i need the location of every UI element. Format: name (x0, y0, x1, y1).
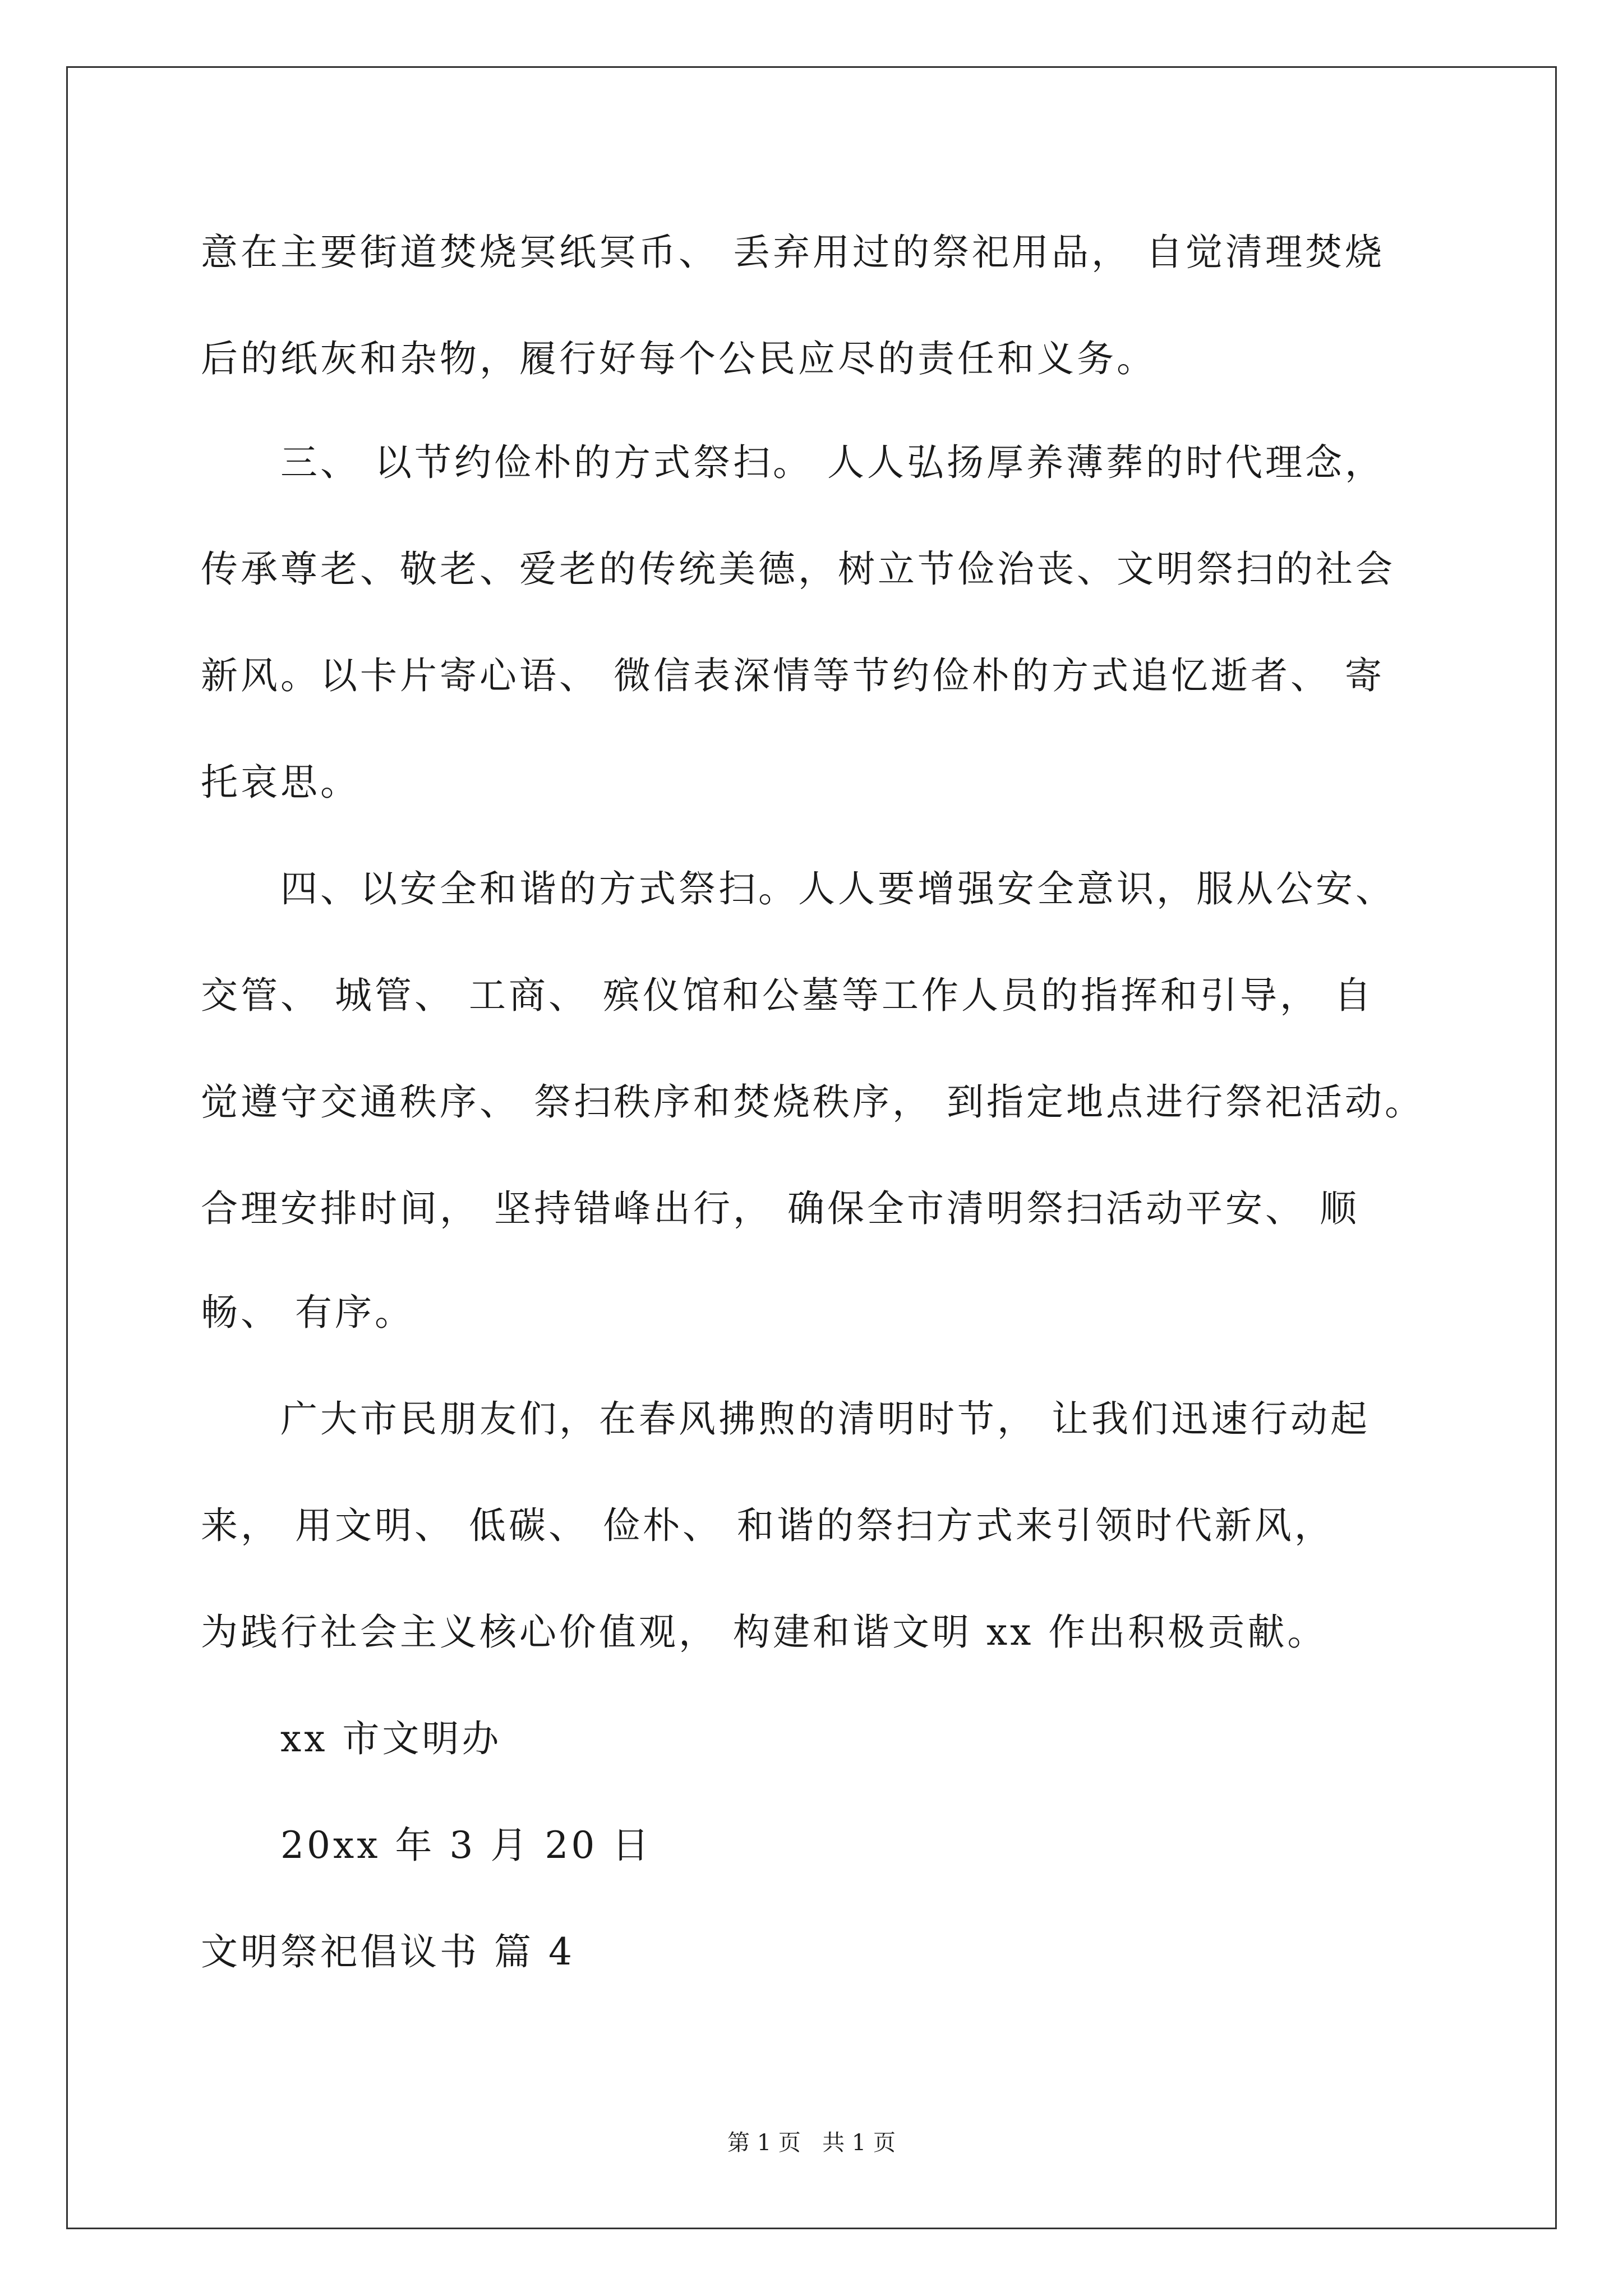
signature-date: 20xx 年 3 月 20 日 (280, 1824, 652, 1867)
text-line: 后的纸灰和杂物，履行好每个公民应尽的责任和义务。 (201, 337, 1156, 380)
text-line: 来， 用文明、 低碳、 俭朴、 和谐的祭扫方式来引领时代新风， (201, 1504, 1334, 1547)
text-line: 为践行社会主义核心价值观， 构建和谐文明 xx 作出积极贡献。 (201, 1611, 1327, 1654)
text-line: 交管、 城管、 工商、 殡仪馆和公墓等工作人员的指挥和引导， 自 (201, 974, 1374, 1017)
text-line: 传承尊老、敬老、爱老的传统美德，树立节俭治丧、文明祭扫的社会 (201, 547, 1395, 591)
paragraph-start: 四、以安全和谐的方式祭扫。人人要增强安全意识，服从公安、 (280, 867, 1395, 910)
text-line: 觉遵守交通秩序、 祭扫秩序和焚烧秩序， 到指定地点进行祭祀活动。 (201, 1080, 1424, 1124)
text-line: 畅、 有序。 (201, 1291, 414, 1334)
text-line: 合理安排时间， 坚持错峰出行， 确保全市清明祭扫活动平安、 顺 (201, 1187, 1359, 1230)
text-line: 托哀思。 (201, 761, 360, 804)
paragraph-start: 三、 以节约俭朴的方式祭扫。 人人弘扬厚养薄葬的时代理念， (280, 441, 1385, 484)
section-heading: 文明祭祀倡议书 篇 4 (201, 1930, 575, 1973)
signature-org: xx 市文明办 (280, 1717, 502, 1760)
text-line: 意在主要街道焚烧冥纸冥币、 丢弃用过的祭祀用品， 自觉清理焚烧 (201, 231, 1385, 274)
paragraph-start: 广大市民朋友们，在春风拂煦的清明时节， 让我们迅速行动起 (280, 1397, 1370, 1441)
page-footer: 第 1 页 共 1 页 (727, 2130, 896, 2156)
text-line: 新风。以卡片寄心语、 微信表深情等节约俭朴的方式追忆逝者、 寄 (201, 654, 1385, 697)
page-border (66, 66, 1557, 2229)
